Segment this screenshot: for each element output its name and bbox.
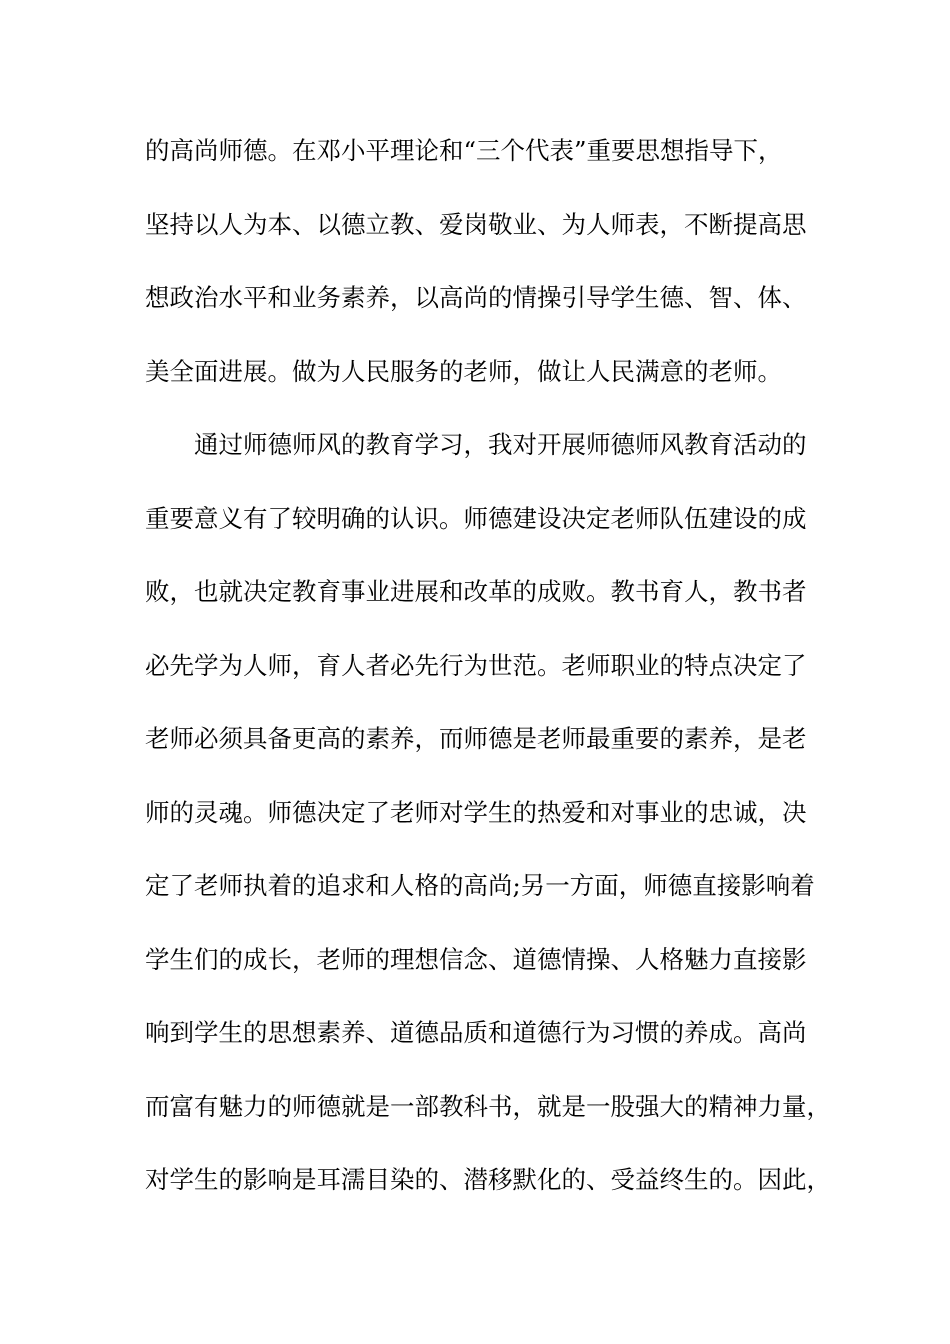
text-line: 定了老师执着的追求和人格的高尚;另一方面，师德直接影响着 (145, 871, 815, 900)
body-text (145, 128, 831, 1231)
text-line: 而富有魅力的师德就是一部教科书，就是一股强大的精神力量， (145, 1091, 831, 1121)
text-line: 想政治水平和业务素养，以高尚的情操引导学生德、智、体、 (145, 283, 807, 312)
text-line: 老师必须具备更高的素养，而师德是老师最重要的素养，是老 (145, 724, 807, 753)
text-line: 败，也就决定教育事业进展和改革的成败。教书育人，教书者 (145, 577, 807, 606)
text-line: 学生们的成长，老师的理想信念、道德情操、人格魅力直接影 (145, 944, 807, 974)
text-line: 对学生的影响是耳濡目染的、潜移默化的、受益终生的。因此， (145, 1165, 831, 1194)
text-line: 重要意义有了较明确的认识。师德建设决定老师队伍建设的成 (145, 503, 807, 533)
text-line: 必先学为人师，育人者必先行为世范。老师职业的特点决定了 (145, 650, 807, 680)
paragraph-first-line: 通过师德师风的教育学习，我对开展师德师风教育活动的 (194, 430, 807, 459)
text-line: 坚持以人为本、以德立教、爱岗敬业、为人师表，不断提高思 (145, 209, 807, 239)
text-line: 师的灵魂。师德决定了老师对学生的热爱和对事业的忠诚，决 (145, 797, 807, 827)
text-line: 美全面进展。做为人民服务的老师，做让人民满意的老师。 (145, 356, 782, 386)
text-line: 响到学生的思想素养、道德品质和道德行为习惯的养成。高尚 (145, 1018, 807, 1047)
text-line: 的高尚师德。在邓小平理论和“三个代表”重要思想指导下， (145, 136, 783, 165)
